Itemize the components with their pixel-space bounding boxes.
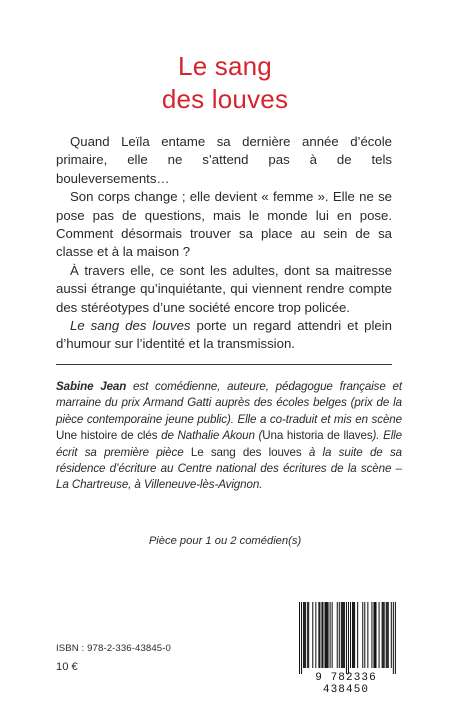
barcode-bar [353,602,354,668]
barcode-bar [383,602,384,668]
blurb-paragraph-1: Quand Leïla entame sa dernière année d’école primaire, elle ne s’attend pas à de tels bouleversements… [56,134,392,186]
barcode-bar [343,602,344,668]
barcode-bar [388,602,389,668]
barcode-digits: 9 782336 438450 [315,672,377,696]
barcode-bar [330,602,331,668]
barcode-bar [332,602,333,668]
barcode-bar [395,602,396,674]
bio-work-2: Una historia de llaves [262,429,373,443]
barcode-bar [301,602,302,674]
barcode-bar [342,602,343,668]
author-name: Sabine Jean [56,380,127,393]
barcode-bar [387,602,388,668]
blurb-paragraph-4-text: porte un regard attendri et plein d’humour sur l’identité et la transmission. [56,318,392,352]
bio-text-3: ). Elle écrit sa première pièce [56,429,403,459]
barcode-bar [327,602,328,668]
barcode-bar [357,602,358,668]
barcode-bar [303,602,304,668]
book-title-line-1: Le sang [178,51,272,81]
barcode-bar [325,602,326,668]
barcode-bar [337,602,338,668]
barcode-bar [376,602,377,668]
barcode-bar [367,602,368,668]
barcode-bar [308,602,309,668]
barcode-bar [364,602,365,668]
book-title-line-2: des louves [161,84,289,114]
barcode-bar [382,602,383,668]
blurb-paragraph-3: À travers elle, ce sont les adultes, dont sa maitresse aussi étrange qu’inquiétante, qui viennent rendre compte des stéréotypes d’une société encore trop policée. [56,262,392,315]
barcode-bar [386,602,387,668]
barcode-bar [354,602,355,668]
barcode-bar [326,602,327,668]
barcode-bar [346,602,347,674]
barcode-bar [373,602,374,668]
barcode-bar [318,602,319,668]
book-title [0,50,450,116]
barcode-bar [350,602,351,668]
bio-work-3: Le sang des louves [190,445,302,459]
barcode-bar [307,602,308,668]
divider-rule [56,364,392,365]
bio-work-1: Une histoire de clés [56,429,158,443]
barcode-bar [299,602,300,674]
barcode-bar [393,602,394,674]
barcode-bar [374,602,375,668]
barcode-bar [341,602,342,668]
barcode-bar [304,602,305,668]
barcode-bar [384,602,385,668]
author-bio [56,379,402,494]
barcode-bar [348,602,349,674]
barcode-bar [344,602,345,668]
barcode-bar [362,602,363,668]
barcode [290,600,402,696]
blurb-paragraph-2: Son corps change ; elle devient « femme ». Elle ne se pose pas de questions, mais le monde lui en pose. Comment désormais trouver sa place au sein de sa classe et à la maison ? [56,189,392,260]
barcode-bar [352,602,353,668]
blurb-book-title: Le sang des louves [70,318,191,334]
barcode-bar [321,602,322,668]
barcode-bar [319,602,320,668]
barcode-bar [339,602,340,668]
barcode-bar [328,602,329,668]
barcode-bar [379,602,380,668]
price-text: 10 € [56,661,78,673]
barcode-bar [322,602,323,668]
bio-text-2: de Nathalie Akoun ( [157,429,263,443]
bio-text-4: à la suite de sa résidence d’écriture au Centre national des écritures de la scène – La Chartreuse, à Villeneuve-lès-Avignon. [56,445,402,492]
isbn-text: ISBN : 978-2-336-43845-0 [56,643,171,654]
barcode-bar [371,602,372,668]
barcode-bars [290,600,402,674]
cast-note: Pièce pour 1 ou 2 comédien(s) [148,535,302,547]
barcode-bar [312,602,313,668]
barcode-bar [315,602,316,668]
barcode-bar [391,602,392,668]
barcode-bar [305,602,306,668]
blurb-paragraph-4 [56,317,392,354]
bio-text-1: est comédienne, auteure, pédagogue française et marraine du prix Armand Gatti auprès des écoles belges (prix de la pièce contemporaine jeune public). Elle a co-traduit et mis en scène [56,380,403,426]
back-cover-blurb [56,133,392,354]
